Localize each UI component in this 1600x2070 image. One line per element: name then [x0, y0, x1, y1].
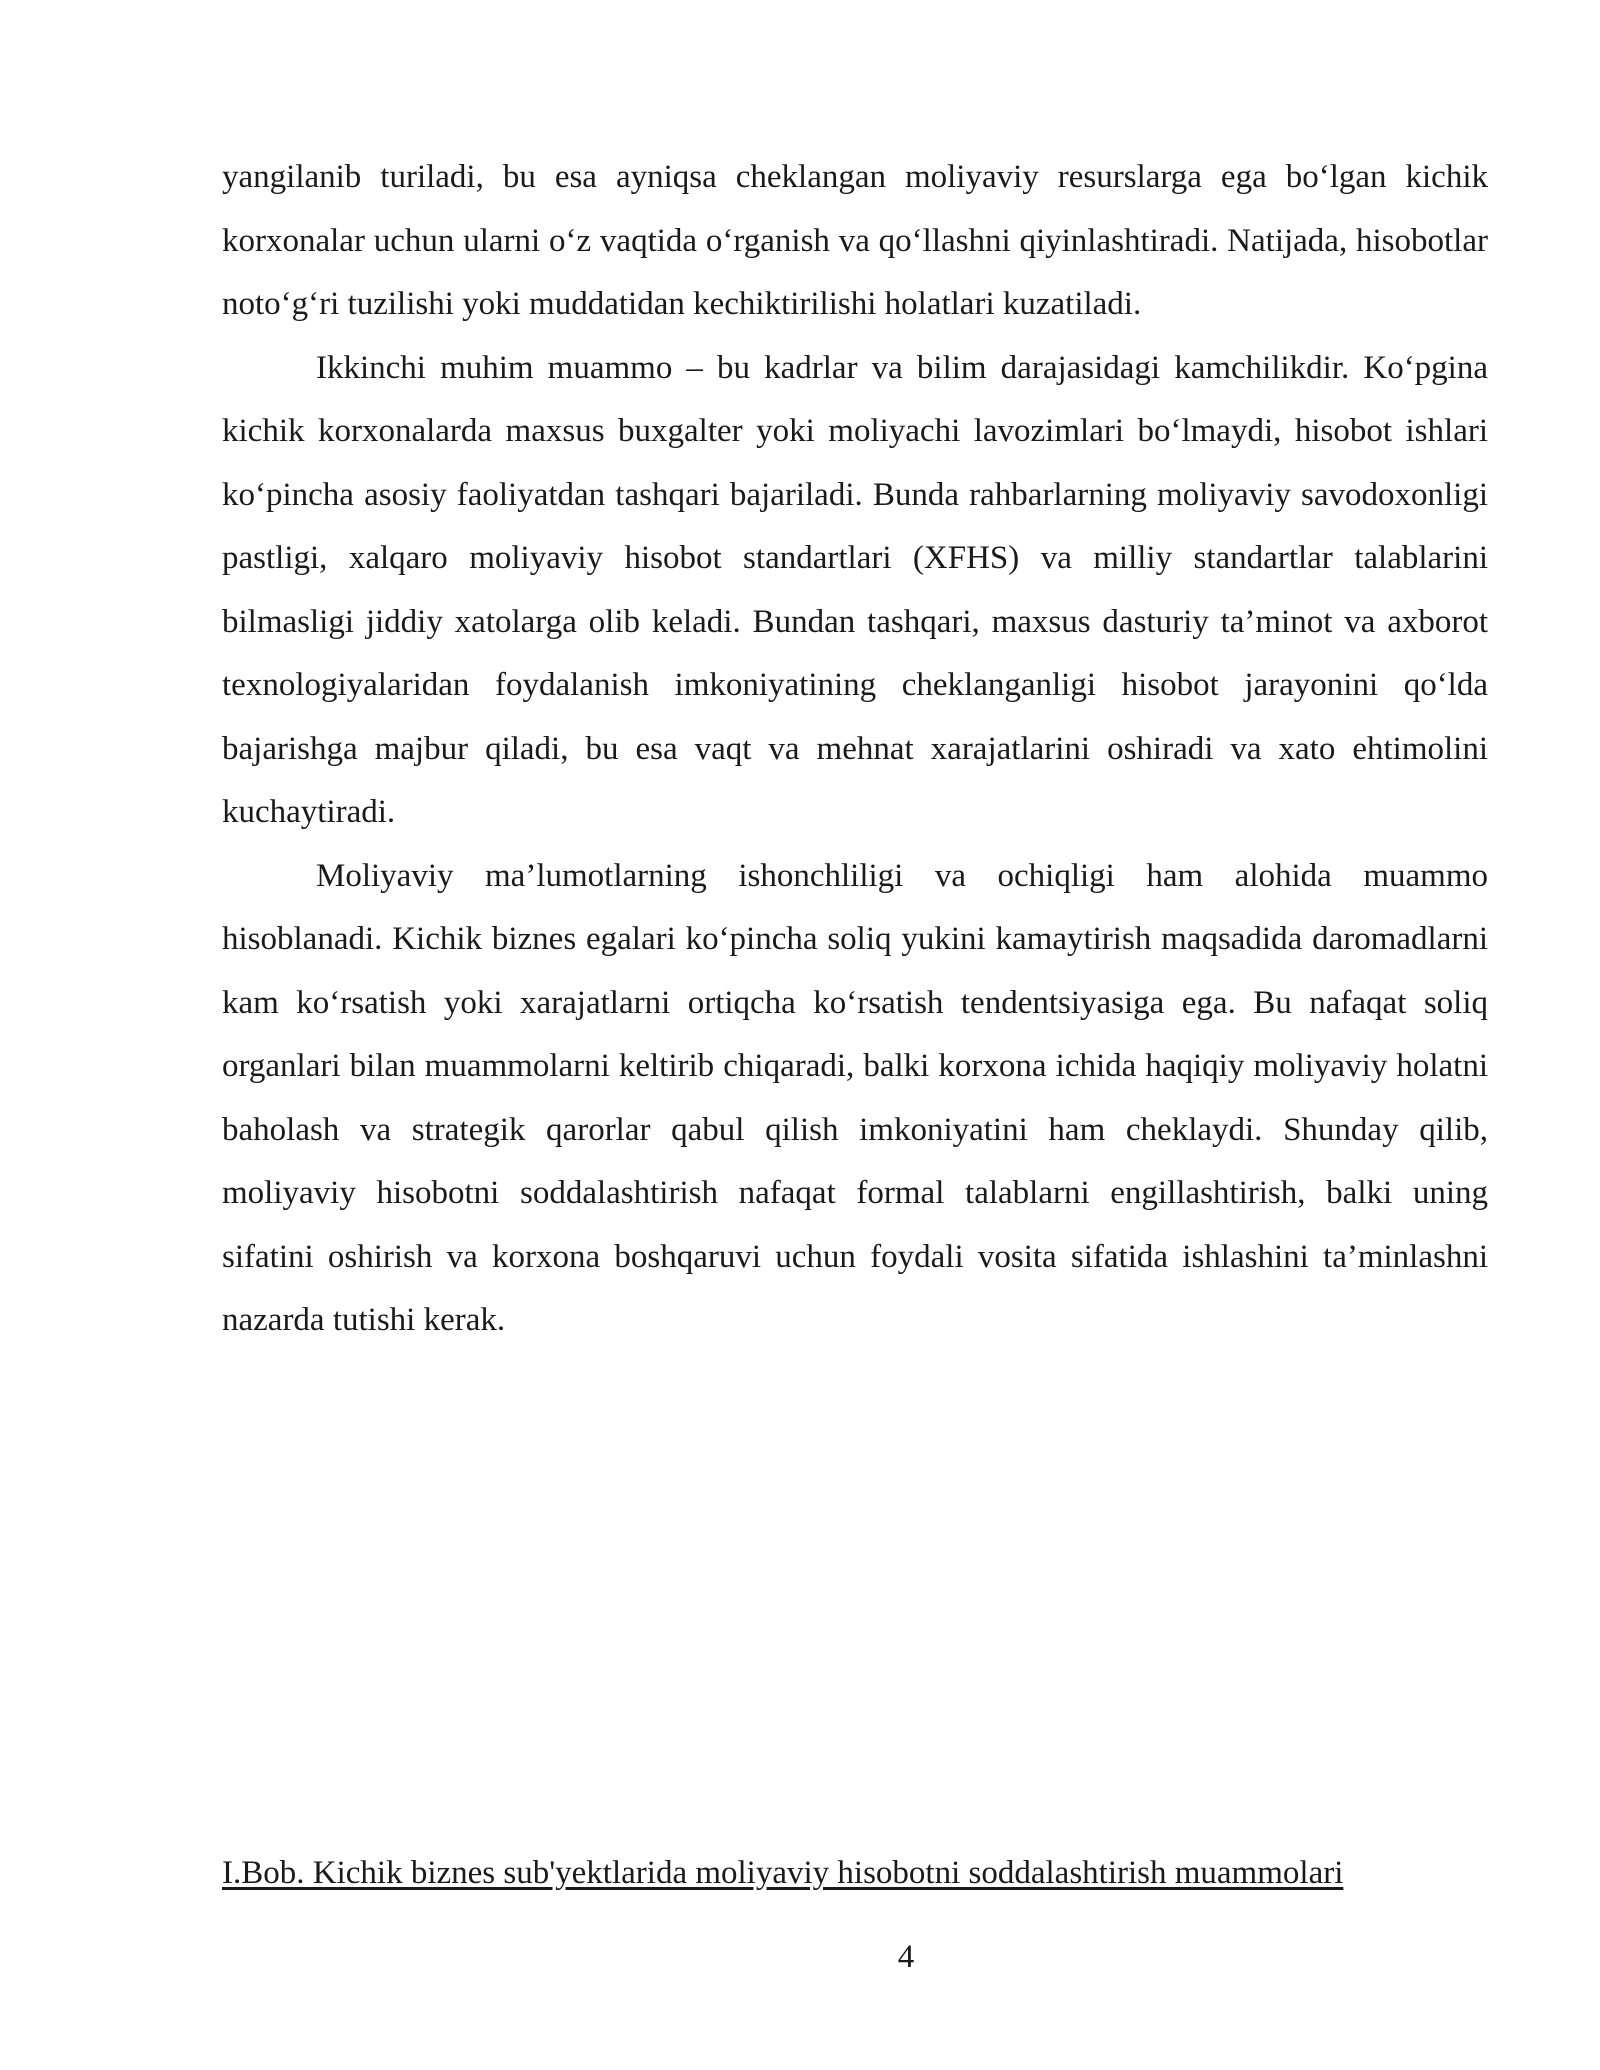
paragraph-1: yangilanib turiladi, bu esa ayniqsa cheklangan moliyaviy resurslarga ega bo‘lgan kichik korxonalar uchun ularni o‘z vaqtida o‘rganish va qo‘llashni qiyinlashtiradi. Natijada, hisobotlar noto‘g‘ri tuzilishi yoki muddatidan kechiktirilishi holatlari kuzatiladi. [222, 159, 1488, 322]
paragraph-3: Moliyaviy ma’lumotlarning ishonchliligi va ochiqligi ham alohida muammo hisoblanadi. Kichik biznes egalari ko‘pincha soliq yukini kamaytirish maqsadida daromadlarni kam ko‘rsatish yoki xarajatlarni ortiqcha ko‘rsatish tendentsiyasiga ega. Bu nafaqat soliq organlari bilan muammolarni keltirib chiqaradi, balki korxona ichida haqiqiy moliyaviy holatni baholash va strategik qarorlar qabul qilish imkoniyatini ham cheklaydi. Shunday qilib, moliyaviy hisobotni soddalashtirish nafaqat formal talablarni engillashtirish, balki uning sifatini oshirish va korxona boshqaruvi uchun foydali vosita sifatida ishlashini ta’minlashni nazarda tutishi kerak. [222, 857, 1488, 1338]
chapter-heading-link[interactable]: I.Bob. Kichik biznes sub'yektlarida moliyaviy hisobotni soddalashtirish muammolari [222, 1855, 1344, 1891]
paragraph-2: Ikkinchi muhim muammo – bu kadrlar va bilim darajasidagi kamchilikdir. Ko‘pgina kichik korxonalarda maxsus buxgalter yoki moliyachi lavozimlari bo‘lmaydi, hisobot ishlari ko‘pincha asosiy faoliyatdan tashqari bajariladi. Bunda rahbarlarning moliyaviy savodoxonligi pastligi, xalqaro moliyaviy hisobot standartlari (XFHS) va milliy standartlar talablarini bilmasligi jiddiy xatolarga olib keladi. Bundan tashqari, maxsus dasturiy ta’minot va axborot texnologiyalaridan foydalanish imkoniyatining cheklanganligi hisobot jarayonini qo‘lda bajarishga majbur qiladi, bu esa vaqt va mehnat xarajatlarini oshiradi va xato ehtimolini kuchaytiradi. [222, 349, 1488, 830]
page-number: 4 [897, 1939, 915, 1975]
document-body [222, 146, 1488, 1353]
